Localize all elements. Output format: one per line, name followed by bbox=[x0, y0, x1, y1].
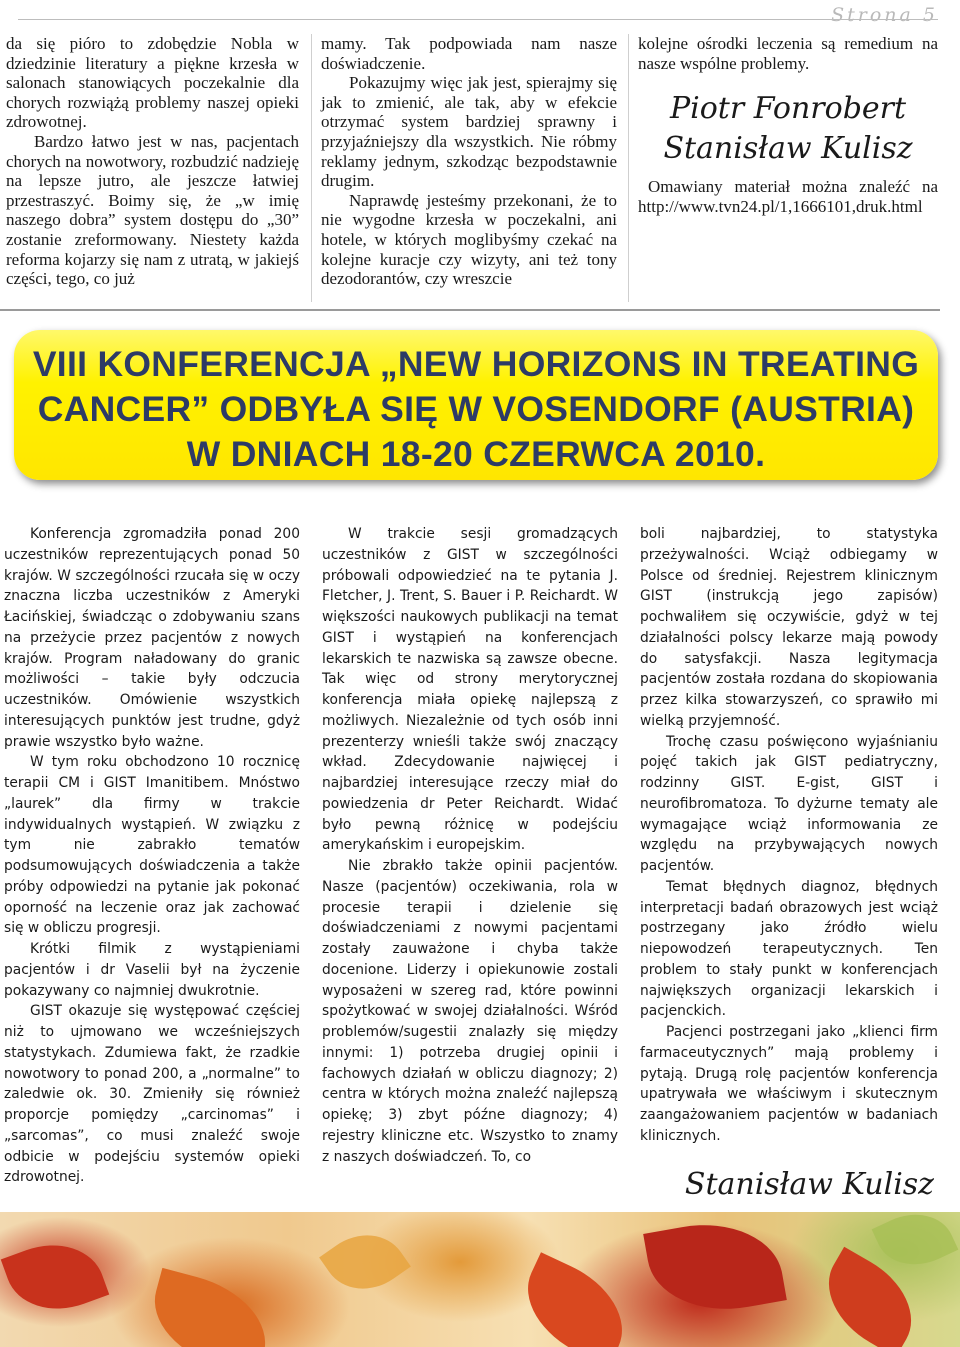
article-paragraph: Pacjenci postrzegani jako „klienci firm farmaceutycznych” mają problemy i pytają. Drugą rolę pacjentów konferencja upatrywała we właściwym i skutecznym zaangażowaniem pacjentów w badaniach klinicznych. bbox=[640, 1024, 938, 1144]
article-paragraph: Krótki filmik z wystąpieniami pacjentów i dr Vaselii był na życzenie pokazywany co najmniej dwukrotnie. bbox=[4, 941, 300, 999]
headline-banner bbox=[14, 330, 938, 480]
headline-line-2: CANCER” ODBYŁA SIĘ W VOSENDORF (AUSTRIA) bbox=[37, 389, 915, 429]
autumn-leaves-image bbox=[0, 1212, 960, 1347]
headline-line-1: VIII KONFERENCJA „NEW HORIZONS IN TREATING bbox=[32, 344, 920, 384]
article-paragraph: Konferencja zgromadziła ponad 200 uczestników reprezentujących ponad 50 krajów. W szczególności rzucała się w oczy znaczna liczba uczestników z Ameryki Łacińskiej, świadcząc o zdobywaniu szans na przeżycie przez pacjentów z nowych krajów. Program naładowany do granic możliwości – takie były odczucia uczestników. Omówienie wszystkich interesujących punktów jest trudne, gdyż prawie wszystko było ważne. bbox=[4, 526, 300, 750]
leaf-shape bbox=[872, 1212, 959, 1279]
column-divider bbox=[628, 34, 629, 302]
article-column-1 bbox=[4, 524, 300, 1188]
section-rule bbox=[0, 309, 940, 311]
article-paragraph: Nie zbrakło także opinii pacjentów. Nasze (pacjentów) oczekiwania, rola w procesie terapii i dzielenie się doświadczeniami z nowymi pacjentami zostały zauważone i chyba także docenione. Liderzy i opiekunowie zostali wyposażeni w szereg rad, które powinni spożytkować w swojej działalności. Wśród problemów/sugestii znalazły się między innymi: 1) potrzeba drugiej opinii i fachowych działań w obliczu diagnozy; 2) centra w których można znaleźć najlepszą opiekę; 3) zbyt późne diagnozy; 4) rejestry kliniczne etc. Wszystko to znamy z naszych doświadczeń. To, co bbox=[322, 858, 618, 1165]
top-column-2 bbox=[321, 34, 617, 289]
article-paragraph: GIST okazuje się występować częściej niż to ujmowano we wcześniejszych statystykach. Zdumiewa fakt, że rzadkie nowotwory to ponad 200, a „normalne” to zaledwie ok. 30. Zmieniły się również proporcje pomiędzy „carcinomas” i „sarcomas”, co musi znaleźć swoje odbicie w podejściu systemów opieki zdrowotnej. bbox=[4, 1003, 300, 1186]
source-note: Omawiany materiał można znaleźć na http://www.tvn24.pl/1,1666101,druk.html bbox=[638, 177, 938, 216]
top-col2-paragraph: mamy. Tak podpowiada nam nasze doświadczenie. bbox=[321, 34, 617, 73]
article-paragraph: Trochę czasu poświęcono wyjaśnianiu pojęć takich jak GIST pediatryczny, rodzinny GIST. E-gist, GIST i neurofibromatoza. To dyżurne tematy ale wymagające wciąż informowania ze względu na przybywających nowych pacjentów. bbox=[640, 733, 938, 874]
signature-stanislaw-kulisz: Stanisław Kulisz bbox=[684, 1166, 934, 1202]
article-paragraph: boli najbardziej, to statystyka przeżywalności. Wciąż odbiegamy w Polsce od średniej. Rejestrem klinicznym GIST (instrukcją jego zapisów) pochwaliłem się oczywiście, gdyż w tej działalności polscy lekarze mają powody do satysfakcji. Nasza legitymacja pacjentów została rozdana do skopiowania przez kilka stowarzyszeń, co sprawiło mi wielką przyjemność. bbox=[640, 526, 938, 729]
headline-title bbox=[14, 342, 938, 477]
signature-piotr-fonrobert: Piotr Fonrobert bbox=[669, 91, 907, 127]
article-paragraph: Temat błędnych diagnoz, błędnych interpretacji badań obrazowych jest wciąż postrzegany jako źródło wielu niepowodzeń terapeutycznych. Ten problem to stały punkt w konferencjach największych organizacji lekarskich i pacjenckich. bbox=[640, 878, 938, 1020]
leaf-shape bbox=[319, 1217, 411, 1306]
article-paragraph: W tym roku obchodzono 10 rocznicę terapii CM i GIST Imanitibem. Mnóstwo „laurek” dla firmy w trakcie indywidualnych wystąpień. W związku z tym nie zabrakło tematów podsumowujących doświadczenia a także próby odpowiedzi na pytanie jak pokonać oporność na leczenie oraz jak zachować się w obliczu progresji. bbox=[4, 754, 300, 937]
top-col1-paragraph: da się pióro to zdobędzie Nobla w dziedzinie literatury a piękne krzesła w salonach stanowiących poczekalnie dla chorych rozwiążą problemy naszej opieki zdrowotnej. bbox=[6, 34, 299, 132]
top-col3-paragraph: kolejne ośrodki leczenia są remedium na nasze wspólne problemy. bbox=[638, 34, 938, 73]
leaf-shape bbox=[509, 1252, 640, 1347]
leaf-shape bbox=[142, 1268, 279, 1347]
leaf-shape bbox=[643, 1212, 787, 1323]
article-column-3 bbox=[640, 524, 938, 1205]
headline-line-3: W DNIACH 18-20 CZERWCA 2010. bbox=[186, 434, 766, 474]
article-paragraph: W trakcie sesji gromadzących uczestników z GIST w szczególności próbowali odpowiedzieć na te pytania J. Fletcher, J. Trent, S. Bauer i P. Reichardt. W większości naukowych publikacji na temat GIST i wystąpień na konferencjach lekarskich te nazwiska są zawsze obecne. Tak więc od strony merytorycznej konferencja miała opiekę najlepszą z możliwych. Niezależnie od tych osób inni prezenterzy wnieśli także swój znaczący wkład. Zdecydowanie najwięcej i najbardziej interesujące rzeczy miał do powiedzenia dr Peter Reichardt. Widać było pewną różnicę w podejściu amerykańskim i europejskim. bbox=[322, 526, 618, 854]
top-col2-paragraph: Pokazujmy więc jak jest, spierajmy się jak to zmienić, ale tak, aby w efekcie otrzymać system bardziej sprawny i przyjaźniejszy dla wszystkich. Nie róbmy reklamy jednym, szkodząc bezpodstawnie drugim. bbox=[321, 73, 617, 191]
leaf-shape bbox=[1, 1229, 110, 1326]
column-divider bbox=[311, 34, 312, 302]
top-col1-paragraph: Bardzo łatwo jest w nas, pacjentach chorych na nowotwory, rozbudzić nadzieję na lepsze jutro, ale jeszcze łatwiej przestraszyć. Boimy się, że „w imię naszego dobra” system dostępu do „30” zostanie zreformowany. Niestety każda reforma kojarzy się nam z utratą, w jakiejś części, tego, co już bbox=[6, 131, 299, 289]
signature-stanislaw-kulisz: Stanisław Kulisz bbox=[663, 131, 913, 167]
top-col2-paragraph: Naprawdę jesteśmy przekonani, że to nie wygodne krzesła w poczekalni, ani hotele, w których moglibyśmy czekać na kolejne kuracje czy wizyty, ani też tony dezodorantów, czy wreszcie bbox=[321, 190, 617, 289]
top-rule bbox=[18, 19, 938, 20]
top-column-3 bbox=[638, 34, 938, 216]
page-number: Strona 5 bbox=[831, 4, 938, 26]
article-column-2 bbox=[322, 524, 618, 1167]
top-column-1 bbox=[6, 34, 299, 289]
